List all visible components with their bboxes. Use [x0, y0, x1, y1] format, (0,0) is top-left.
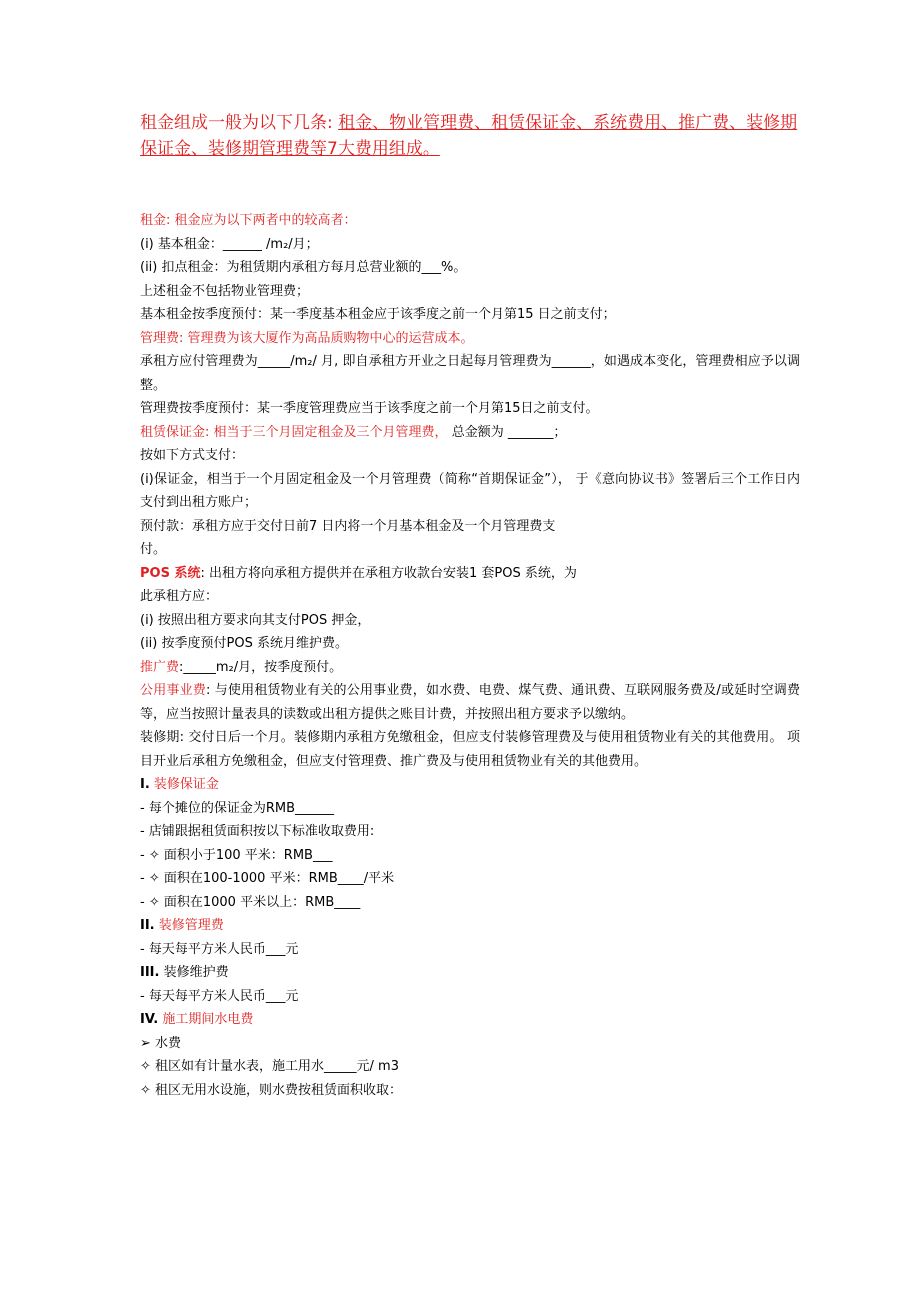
promo-label: 推广费: [140, 659, 180, 675]
document-body: [140, 209, 800, 1102]
sec2-heading: [140, 914, 800, 938]
rent-intro: 租金应为以下两者中的较高者：: [174, 213, 357, 228]
sec4-heading: [140, 1008, 800, 1032]
sec4-label: 施工期间水电费: [162, 1012, 254, 1027]
pos-desc-2: 此承租方应：: [140, 589, 219, 604]
rent-prepay: 基本租金按季度预付：某一季度基本租金应于该季度之前一个月第15 日之前支付；: [140, 307, 616, 322]
deposit-method: 按如下方式支付：: [140, 448, 245, 463]
deposit-item-2b: 付。: [140, 542, 167, 557]
document-title: [140, 110, 800, 162]
deposit-item-2a: 预付款：承租方应于交付日前7 日内将一个月基本租金及一个月管理费支: [140, 518, 556, 534]
sec1-line-5: - ✧ 面积在1000 平米以上：RMB____: [140, 894, 361, 910]
promo-desc: :_____m₂/月，按季度预付。: [179, 659, 343, 675]
sec2-label: 装修管理费: [158, 918, 224, 933]
fitout-paragraph: 装修期: 交付日后一个月。装修期内承租方免缴租金，但应支付装修管理费及与使用租赁物业有关的其他费用。 项目开业后承租方免缴租金，但应支付管理费、推广费及与使用租赁物业有关的其他费用。: [140, 730, 800, 769]
sec1-label: 装修保证金: [153, 777, 219, 792]
pos-item-2: (ii) 按季度预付POS 系统月维护费。: [140, 636, 348, 651]
mgmt-line-1: 承租方应付管理费为_____/m₂/ 月, 即自承租方开业之日起每月管理费为______，如遇成本变化，管理费相应予以调整。: [140, 354, 800, 393]
deposit-heading: [140, 421, 800, 445]
sec4-num: IV.: [140, 1012, 159, 1027]
pos-desc: : 出租方将向承租方提供并在承租方收款台安装1 套POS 系统，为: [200, 565, 577, 581]
rent-item-2: (ii) 扣点租金：为租赁期内承租方每月总营业额的___%。: [140, 260, 467, 275]
sec4-line-3: ✧ 租区无用水设施，则水费按租赁面积收取：: [140, 1082, 403, 1098]
pos-label: POS 系统: [140, 565, 201, 581]
rent-label: 租金:: [140, 213, 171, 228]
sec1-line-3: - ✧ 面积小于100 平米：RMB___: [140, 847, 333, 863]
pos-heading: [140, 562, 800, 586]
mgmt-heading: [140, 327, 800, 351]
utility-label: 公用事业费: [140, 683, 207, 698]
sec1-line-4: - ✧ 面积在100-1000 平米：RMB____/平米: [140, 871, 395, 886]
title-lead: 租金组成一般为以下几条:: [140, 113, 333, 133]
rent-item-1: (i) 基本租金：______ /m₂/月；: [140, 236, 319, 252]
sec1-num: I.: [140, 777, 150, 792]
sec1-heading: [140, 773, 800, 797]
sec3-label: 装修维护费: [163, 965, 229, 980]
rent-note: 上述租金不包括物业管理费；: [140, 283, 310, 299]
utility-paragraph: [140, 679, 800, 726]
title-underlined: 租金、物业管理费、租赁保证金、系统费用、推广费、装修期保证金、装修期管理费等7大费用组成。: [140, 113, 798, 159]
mgmt-label: 管理费:: [140, 330, 184, 346]
utility-desc: : 与使用租赁物业有关的公用事业费，如水费、电费、煤气费、通讯费、互联网服务费及/或延时空调费等，应当按照计量表具的读数或出租方提供之账目计费，并按照出租方要求予以缴纳。: [140, 683, 800, 722]
sec1-line-1: - 每个摊位的保证金为RMB______: [140, 800, 334, 816]
deposit-label: 租赁保证金:: [140, 424, 210, 440]
deposit-desc: 相当于三个月固定租金及三个月管理费，: [213, 424, 448, 440]
rent-heading: [140, 209, 800, 233]
sec2-line-1: - 每天每平方米人民币___元: [140, 941, 299, 957]
sec3-num: III.: [140, 965, 160, 980]
sec3-heading: [140, 961, 800, 985]
sec4-line-2: ✧ 租区如有计量水表，施工用水_____元/ m3: [140, 1059, 399, 1074]
pos-item-1: (i) 按照出租方要求向其支付POS 押金，: [140, 612, 371, 628]
promo-line: [140, 656, 800, 680]
mgmt-line-2: 管理费按季度预付：某一季度管理费应当于该季度之前一个月第15日之前支付。: [140, 401, 599, 416]
sec4-line-1: ➢ 水费: [140, 1035, 182, 1051]
sec1-line-2: - 店铺跟据租赁面积按以下标准收取费用:: [140, 824, 375, 839]
deposit-tail: 总金额为 _______；: [451, 424, 567, 440]
sec2-num: II.: [140, 918, 155, 933]
sec3-line-1: - 每天每平方米人民币___元: [140, 988, 299, 1004]
mgmt-desc: 管理费为该大厦作为高品质购物中心的运营成本。: [187, 330, 474, 346]
deposit-item-1: (i)保证金，相当于一个月固定租金及一个月管理费（简称“首期保证金”）， 于《意向协议书》签署后三个工作日内支付到出租方账户；: [140, 471, 800, 510]
